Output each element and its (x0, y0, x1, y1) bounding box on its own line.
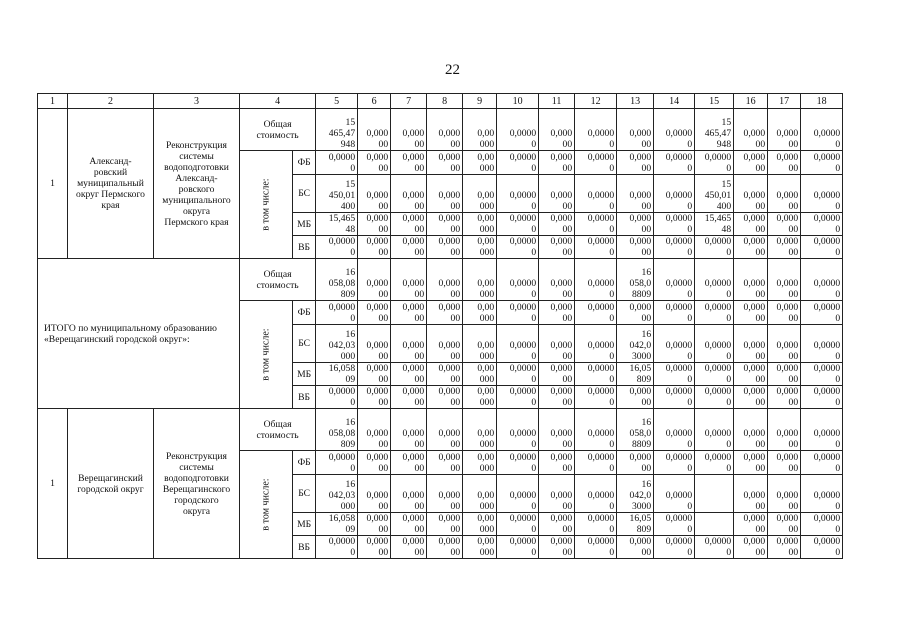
value-cell: 0,000 00 (617, 451, 654, 475)
value-cell: 0,000 00 (768, 536, 801, 559)
value-cell: 0,000 00 (391, 363, 427, 386)
value-cell: 0,00 000 (463, 363, 497, 386)
value-cell: 0,000 00 (768, 213, 801, 236)
column-header-18: 18 (801, 94, 843, 109)
value-cell: 0,0000 0 (575, 451, 617, 475)
value-cell: 0,000 00 (391, 259, 427, 301)
value-cell: 0,0000 0 (654, 259, 695, 301)
table-row (38, 259, 843, 301)
value-cell: 0,000 00 (391, 475, 427, 513)
value-cell: 16 058,0 8809 (617, 409, 654, 451)
value-cell: 0,000 00 (427, 451, 463, 475)
value-cell: 0,000 00 (427, 363, 463, 386)
value-cell: 0,0000 0 (497, 325, 539, 363)
value-cell: 0,0000 0 (801, 236, 843, 259)
value-cell: 0,000 00 (427, 109, 463, 151)
value-cell: 0,0000 0 (575, 109, 617, 151)
value-cell: 0,000 00 (391, 213, 427, 236)
value-cell: 0,0000 0 (575, 259, 617, 301)
value-cell: 0,000 00 (768, 259, 801, 301)
value-cell: 0,0000 0 (695, 386, 734, 409)
value-cell: 0,000 00 (358, 386, 391, 409)
value-cell: 0,000 00 (539, 475, 575, 513)
value-cell: 0,0000 0 (316, 301, 358, 325)
value-cell: 0,0000 0 (801, 513, 843, 536)
value-cell: 0,0000 0 (497, 109, 539, 151)
value-cell: 0,000 00 (427, 475, 463, 513)
value-cell: 0,000 00 (539, 259, 575, 301)
value-cell: 0,00 000 (463, 175, 497, 213)
value-cell: 0,0000 0 (575, 236, 617, 259)
value-cell: 0,0000 0 (801, 386, 843, 409)
value-cell: 0,000 00 (734, 236, 768, 259)
page-number: 22 (445, 62, 460, 78)
column-header-17: 17 (768, 94, 801, 109)
budget-source-label: БС (293, 175, 316, 213)
value-cell: 0,000 00 (427, 386, 463, 409)
column-header-10: 10 (497, 94, 539, 109)
value-cell: 0,0000 0 (801, 475, 843, 513)
budget-source-label: ФБ (293, 151, 316, 175)
value-cell: 0,00 000 (463, 451, 497, 475)
value-cell: 0,000 00 (768, 151, 801, 175)
column-header-7: 7 (391, 94, 427, 109)
value-cell: 0,000 00 (391, 301, 427, 325)
value-cell: 0,000 00 (734, 175, 768, 213)
budget-source-label: ФБ (293, 301, 316, 325)
value-cell: 0,00 000 (463, 236, 497, 259)
budget-source-label: ВБ (293, 536, 316, 559)
value-cell: 0,0000 0 (801, 151, 843, 175)
value-cell: 0,0000 0 (654, 536, 695, 559)
value-cell: 0,000 00 (358, 151, 391, 175)
value-cell: 0,0000 0 (575, 325, 617, 363)
value-cell: 0,000 00 (768, 236, 801, 259)
column-header-9: 9 (463, 94, 497, 109)
value-cell: 0,0000 0 (801, 175, 843, 213)
value-cell: 0,0000 0 (497, 386, 539, 409)
value-cell: 0,000 00 (391, 175, 427, 213)
value-cell: 15 465,47 948 (695, 109, 734, 151)
column-header-11: 11 (539, 94, 575, 109)
value-cell: 0,0000 0 (575, 151, 617, 175)
value-cell: 0,0000 0 (575, 536, 617, 559)
value-cell: 0,000 00 (358, 513, 391, 536)
value-cell: 0,0000 0 (801, 325, 843, 363)
value-cell: 0,000 00 (427, 325, 463, 363)
value-cell: 0,0000 0 (575, 175, 617, 213)
value-cell: 15,465 48 (316, 213, 358, 236)
value-cell: 0,0000 0 (801, 451, 843, 475)
value-cell: 0,0000 0 (695, 451, 734, 475)
value-cell: 0,000 00 (358, 213, 391, 236)
value-cell: 0,0000 0 (695, 151, 734, 175)
value-cell: 0,0000 0 (497, 213, 539, 236)
value-cell (695, 475, 734, 513)
column-header-3: 3 (154, 94, 240, 109)
value-cell: 0,000 00 (734, 513, 768, 536)
total-cost-label: Общая стоимость (240, 109, 316, 151)
value-cell: 0,000 00 (734, 301, 768, 325)
value-cell: 0,000 00 (734, 475, 768, 513)
value-cell: 0,0000 0 (497, 513, 539, 536)
value-cell: 0,000 00 (427, 536, 463, 559)
column-header-5: 5 (316, 94, 358, 109)
budget-source-label: ВБ (293, 236, 316, 259)
value-cell: 0,0000 0 (316, 236, 358, 259)
value-cell: 0,000 00 (358, 409, 391, 451)
value-cell: 0,0000 0 (497, 151, 539, 175)
value-cell: 0,000 00 (358, 301, 391, 325)
value-cell: 0,000 00 (734, 386, 768, 409)
column-header-13: 13 (617, 94, 654, 109)
value-cell: 0,000 00 (539, 325, 575, 363)
value-cell: 0,0000 0 (695, 536, 734, 559)
value-cell: 16 042,03 000 (316, 475, 358, 513)
value-cell: 0,0000 0 (801, 109, 843, 151)
value-cell: 0,0000 0 (497, 409, 539, 451)
value-cell: 0,000 00 (539, 363, 575, 386)
value-cell: 0,000 00 (539, 386, 575, 409)
value-cell: 0,0000 0 (695, 363, 734, 386)
value-cell: 0,0000 0 (497, 536, 539, 559)
value-cell: 0,000 00 (539, 513, 575, 536)
value-cell: 0,0000 0 (316, 386, 358, 409)
value-cell: 0,00 000 (463, 409, 497, 451)
value-cell: 0,0000 0 (654, 109, 695, 151)
value-cell: 0,000 00 (617, 536, 654, 559)
value-cell: 0,0000 0 (575, 386, 617, 409)
value-cell: 0,0000 0 (801, 213, 843, 236)
column-header-1: 1 (38, 94, 68, 109)
value-cell: 0,000 00 (358, 259, 391, 301)
value-cell: 0,000 00 (734, 109, 768, 151)
value-cell: 0,0000 0 (801, 363, 843, 386)
value-cell: 0,0000 0 (654, 409, 695, 451)
budget-source-label: ФБ (293, 451, 316, 475)
value-cell: 0,000 00 (617, 386, 654, 409)
value-cell: 0,000 00 (734, 409, 768, 451)
value-cell: 0,0000 0 (654, 325, 695, 363)
value-cell: 0,000 00 (617, 109, 654, 151)
value-cell: 0,000 00 (617, 213, 654, 236)
value-cell: 0,000 00 (768, 386, 801, 409)
value-cell: 0,0000 0 (801, 259, 843, 301)
value-cell: 0,000 00 (391, 513, 427, 536)
column-header-2: 2 (68, 94, 154, 109)
value-cell: 0,0000 0 (654, 363, 695, 386)
value-cell: 0,000 00 (734, 451, 768, 475)
value-cell: 0,0000 0 (695, 236, 734, 259)
value-cell: 0,0000 0 (497, 451, 539, 475)
value-cell: 15 465,47 948 (316, 109, 358, 151)
value-cell: 0,00 000 (463, 325, 497, 363)
value-cell: 0,000 00 (358, 109, 391, 151)
value-cell: 0,000 00 (427, 513, 463, 536)
budget-source-label: ВБ (293, 386, 316, 409)
value-cell: 0,00 000 (463, 475, 497, 513)
value-cell: 0,000 00 (617, 151, 654, 175)
value-cell: 0,000 00 (617, 236, 654, 259)
value-cell: 16 042,03 000 (316, 325, 358, 363)
value-cell: 0,0000 0 (695, 325, 734, 363)
value-cell: 0,0000 0 (575, 213, 617, 236)
total-label: ИТОГО по муниципальному образованию «Верещагинский городской округ»: (38, 259, 240, 409)
column-header-6: 6 (358, 94, 391, 109)
value-cell: 0,0000 0 (575, 409, 617, 451)
value-cell: 0,0000 0 (695, 301, 734, 325)
value-cell: 0,0000 0 (654, 175, 695, 213)
value-cell: 0,000 00 (391, 386, 427, 409)
value-cell: 16,05 809 (617, 363, 654, 386)
value-cell: 0,000 00 (768, 451, 801, 475)
financing-table (37, 93, 843, 559)
row-number: 1 (38, 409, 68, 559)
column-header-4: 4 (240, 94, 316, 109)
value-cell: 0,0000 0 (497, 259, 539, 301)
value-cell: 0,00 000 (463, 301, 497, 325)
column-header-12: 12 (575, 94, 617, 109)
value-cell: 0,000 00 (358, 475, 391, 513)
object-name: Реконструкция системы водоподготовки Верещагинского городского округа (154, 409, 240, 559)
total-cost-label: Общая стоимость (240, 259, 316, 301)
value-cell: 0,0000 0 (695, 409, 734, 451)
including-label (240, 151, 293, 259)
value-cell: 0,0000 0 (575, 301, 617, 325)
value-cell: 0,000 00 (768, 475, 801, 513)
value-cell: 0,000 00 (768, 513, 801, 536)
value-cell: 0,000 00 (391, 236, 427, 259)
value-cell: 0,000 00 (358, 536, 391, 559)
value-cell: 0,000 00 (539, 236, 575, 259)
value-cell: 0,0000 0 (316, 536, 358, 559)
value-cell: 0,000 00 (427, 259, 463, 301)
value-cell: 0,0000 0 (801, 301, 843, 325)
value-cell: 0,000 00 (734, 213, 768, 236)
value-cell: 0,00 000 (463, 513, 497, 536)
municipality-name: Верещагинский городской округ (68, 409, 154, 559)
including-label (240, 451, 293, 559)
value-cell: 0,00 000 (463, 109, 497, 151)
value-cell: 0,000 00 (358, 325, 391, 363)
value-cell: 16 042,0 3000 (617, 325, 654, 363)
value-cell: 0,000 00 (734, 363, 768, 386)
value-cell: 16 058,08 809 (316, 409, 358, 451)
value-cell: 0,000 00 (768, 301, 801, 325)
value-cell: 0,000 00 (768, 325, 801, 363)
value-cell: 16 058,08 809 (316, 259, 358, 301)
budget-source-label: МБ (293, 213, 316, 236)
value-cell: 0,000 00 (358, 451, 391, 475)
column-header-8: 8 (427, 94, 463, 109)
value-cell: 0,000 00 (391, 451, 427, 475)
column-header-15: 15 (695, 94, 734, 109)
value-cell: 0,000 00 (427, 175, 463, 213)
value-cell: 0,000 00 (391, 536, 427, 559)
value-cell: 0,000 00 (391, 325, 427, 363)
including-label (240, 301, 293, 409)
value-cell: 0,0000 0 (497, 175, 539, 213)
value-cell: 15,465 48 (695, 213, 734, 236)
value-cell: 0,000 00 (391, 409, 427, 451)
value-cell: 0,000 00 (617, 175, 654, 213)
value-cell: 0,000 00 (734, 536, 768, 559)
value-cell: 0,0000 0 (654, 151, 695, 175)
value-cell: 0,000 00 (539, 109, 575, 151)
column-header-14: 14 (654, 94, 695, 109)
row-number: 1 (38, 109, 68, 259)
value-cell: 0,0000 0 (497, 236, 539, 259)
value-cell: 0,0000 0 (801, 536, 843, 559)
including-text: в том числе: (260, 478, 272, 531)
value-cell: 0,000 00 (768, 175, 801, 213)
value-cell: 0,0000 0 (497, 301, 539, 325)
value-cell: 0,00 000 (463, 213, 497, 236)
value-cell: 0,000 00 (768, 363, 801, 386)
value-cell: 0,000 00 (539, 409, 575, 451)
including-text: в том числе: (260, 328, 272, 381)
value-cell: 16,05 809 (617, 513, 654, 536)
value-cell: 0,0000 0 (695, 259, 734, 301)
value-cell: 0,000 00 (617, 301, 654, 325)
value-cell: 0,00 000 (463, 259, 497, 301)
value-cell: 0,000 00 (391, 151, 427, 175)
object-name: Реконструкция системы водоподготовки Александ- ровского муниципального округа Пермского края (154, 109, 240, 259)
value-cell: 0,0000 0 (497, 363, 539, 386)
budget-source-label: БС (293, 325, 316, 363)
value-cell: 0,0000 0 (654, 451, 695, 475)
value-cell: 0,000 00 (427, 236, 463, 259)
value-cell: 16 058,0 8809 (617, 259, 654, 301)
value-cell: 15 450,01 400 (316, 175, 358, 213)
value-cell: 0,0000 0 (654, 236, 695, 259)
table-row (38, 409, 843, 451)
value-cell: 16,058 09 (316, 513, 358, 536)
value-cell: 0,0000 0 (654, 475, 695, 513)
value-cell: 0,000 00 (768, 109, 801, 151)
value-cell: 0,000 00 (427, 409, 463, 451)
value-cell: 0,000 00 (734, 325, 768, 363)
value-cell: 0,000 00 (539, 451, 575, 475)
value-cell: 16 042,0 3000 (617, 475, 654, 513)
value-cell: 15 450,01 400 (695, 175, 734, 213)
value-cell: 0,000 00 (539, 175, 575, 213)
column-header-16: 16 (734, 94, 768, 109)
value-cell: 0,000 00 (539, 536, 575, 559)
value-cell: 0,000 00 (734, 151, 768, 175)
value-cell: 0,000 00 (358, 175, 391, 213)
value-cell: 0,0000 0 (497, 475, 539, 513)
value-cell: 16,058 09 (316, 363, 358, 386)
value-cell: 0,000 00 (427, 301, 463, 325)
value-cell: 0,000 00 (391, 109, 427, 151)
value-cell: 0,000 00 (427, 213, 463, 236)
value-cell: 0,0000 0 (801, 409, 843, 451)
value-cell: 0,0000 0 (654, 301, 695, 325)
value-cell: 0,00 000 (463, 386, 497, 409)
value-cell (695, 513, 734, 536)
value-cell: 0,000 00 (734, 259, 768, 301)
budget-source-label: БС (293, 475, 316, 513)
value-cell: 0,000 00 (358, 363, 391, 386)
value-cell: 0,000 00 (539, 301, 575, 325)
value-cell: 0,0000 0 (575, 363, 617, 386)
value-cell: 0,0000 0 (654, 386, 695, 409)
value-cell: 0,0000 0 (316, 151, 358, 175)
municipality-name: Александ- ровский муниципальный округ Пермского края (68, 109, 154, 259)
budget-source-label: МБ (293, 513, 316, 536)
value-cell: 0,000 00 (427, 151, 463, 175)
value-cell: 0,00 000 (463, 536, 497, 559)
value-cell: 0,0000 0 (575, 513, 617, 536)
table-row (38, 109, 843, 151)
value-cell: 0,000 00 (768, 409, 801, 451)
including-text: в том числе: (260, 178, 272, 231)
value-cell: 0,000 00 (539, 213, 575, 236)
value-cell: 0,00 000 (463, 151, 497, 175)
value-cell: 0,0000 0 (316, 451, 358, 475)
total-cost-label: Общая стоимость (240, 409, 316, 451)
value-cell: 0,0000 0 (654, 513, 695, 536)
budget-source-label: МБ (293, 363, 316, 386)
value-cell: 0,0000 0 (654, 213, 695, 236)
value-cell: 0,0000 0 (575, 475, 617, 513)
value-cell: 0,000 00 (539, 151, 575, 175)
value-cell: 0,000 00 (358, 236, 391, 259)
